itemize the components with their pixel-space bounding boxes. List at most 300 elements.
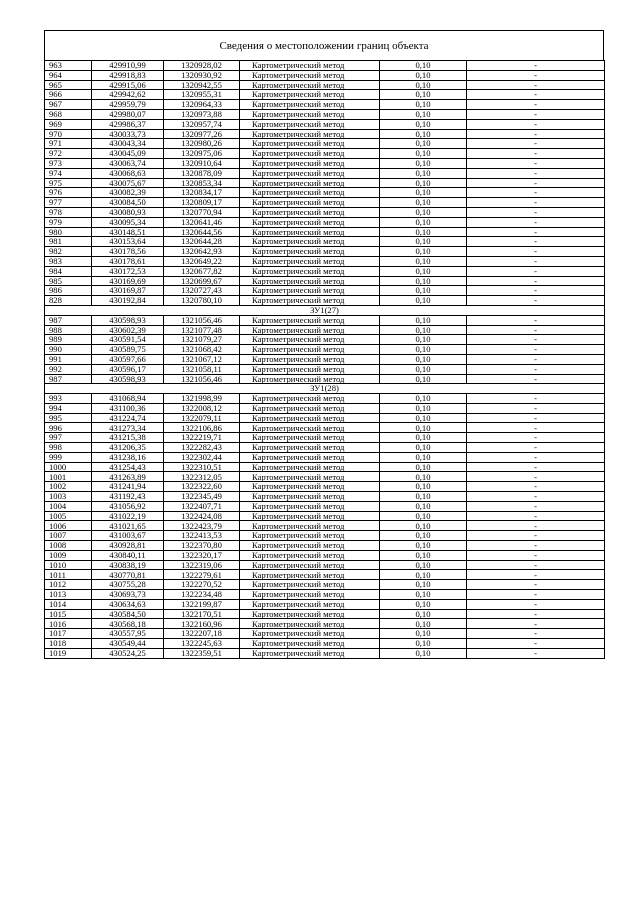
x-coordinate-cell: 431215,38	[92, 433, 164, 443]
point-number-cell: 1008	[45, 541, 92, 551]
description-cell: -	[467, 648, 605, 658]
y-coordinate-cell: 1322199,87	[164, 599, 240, 609]
x-coordinate-cell: 430770,81	[92, 570, 164, 580]
section-header-row	[45, 384, 605, 394]
table-row	[45, 168, 605, 178]
section-label: ЗУ1(27)	[45, 305, 605, 315]
table-row	[45, 433, 605, 443]
method-cell: Картометрический метод	[240, 423, 380, 433]
point-number-cell: 969	[45, 119, 92, 129]
method-cell: Картометрический метод	[240, 452, 380, 462]
description-cell: -	[467, 247, 605, 257]
point-number-cell: 975	[45, 178, 92, 188]
accuracy-cell: 0,10	[380, 335, 467, 345]
accuracy-cell: 0,10	[380, 423, 467, 433]
y-coordinate-cell: 1320809,17	[164, 198, 240, 208]
method-cell: Картометрический метод	[240, 511, 380, 521]
accuracy-cell: 0,10	[380, 629, 467, 639]
method-cell: Картометрический метод	[240, 413, 380, 423]
table-row	[45, 462, 605, 472]
point-number-cell: 987	[45, 374, 92, 384]
x-coordinate-cell: 431022,19	[92, 511, 164, 521]
table-row	[45, 61, 605, 71]
y-coordinate-cell: 1322310,51	[164, 462, 240, 472]
table-row	[45, 619, 605, 629]
x-coordinate-cell: 431192,43	[92, 492, 164, 502]
y-coordinate-cell: 1321068,42	[164, 345, 240, 355]
point-number-cell: 998	[45, 443, 92, 453]
description-cell: -	[467, 188, 605, 198]
accuracy-cell: 0,10	[380, 413, 467, 423]
method-cell: Картометрический метод	[240, 364, 380, 374]
method-cell: Картометрический метод	[240, 129, 380, 139]
description-cell: -	[467, 325, 605, 335]
point-number-cell: 1011	[45, 570, 92, 580]
y-coordinate-cell: 1322079,11	[164, 413, 240, 423]
table-row	[45, 237, 605, 247]
x-coordinate-cell: 430589,75	[92, 345, 164, 355]
accuracy-cell: 0,10	[380, 100, 467, 110]
y-coordinate-cell: 1320642,93	[164, 247, 240, 257]
point-number-cell: 1003	[45, 492, 92, 502]
accuracy-cell: 0,10	[380, 560, 467, 570]
accuracy-cell: 0,10	[380, 648, 467, 658]
table-row	[45, 423, 605, 433]
accuracy-cell: 0,10	[380, 394, 467, 404]
x-coordinate-cell: 430033,73	[92, 129, 164, 139]
description-cell: -	[467, 433, 605, 443]
table-row	[45, 443, 605, 453]
table-row	[45, 188, 605, 198]
x-coordinate-cell: 430597,66	[92, 354, 164, 364]
method-cell: Картометрический метод	[240, 482, 380, 492]
table-row	[45, 266, 605, 276]
y-coordinate-cell: 1322207,18	[164, 629, 240, 639]
table-row	[45, 492, 605, 502]
method-cell: Картометрический метод	[240, 443, 380, 453]
table-row	[45, 521, 605, 531]
point-number-cell: 976	[45, 188, 92, 198]
accuracy-cell: 0,10	[380, 570, 467, 580]
y-coordinate-cell: 1322245,63	[164, 639, 240, 649]
y-coordinate-cell: 1322234,48	[164, 590, 240, 600]
accuracy-cell: 0,10	[380, 599, 467, 609]
y-coordinate-cell: 1322106,86	[164, 423, 240, 433]
description-cell: -	[467, 501, 605, 511]
x-coordinate-cell: 430840,11	[92, 550, 164, 560]
accuracy-cell: 0,10	[380, 70, 467, 80]
x-coordinate-cell: 430568,18	[92, 619, 164, 629]
accuracy-cell: 0,10	[380, 482, 467, 492]
y-coordinate-cell: 1321056,46	[164, 315, 240, 325]
y-coordinate-cell: 1322319,06	[164, 560, 240, 570]
description-cell: -	[467, 70, 605, 80]
table-row	[45, 158, 605, 168]
description-cell: -	[467, 580, 605, 590]
x-coordinate-cell: 430693,73	[92, 590, 164, 600]
y-coordinate-cell: 1320677,82	[164, 266, 240, 276]
y-coordinate-cell: 1322320,17	[164, 550, 240, 560]
point-number-cell: 1001	[45, 472, 92, 482]
x-coordinate-cell: 431021,65	[92, 521, 164, 531]
method-cell: Картометрический метод	[240, 325, 380, 335]
accuracy-cell: 0,10	[380, 619, 467, 629]
point-number-cell: 1006	[45, 521, 92, 531]
accuracy-cell: 0,10	[380, 315, 467, 325]
x-coordinate-cell: 430634,63	[92, 599, 164, 609]
method-cell: Картометрический метод	[240, 531, 380, 541]
method-cell: Картометрический метод	[240, 227, 380, 237]
accuracy-cell: 0,10	[380, 541, 467, 551]
y-coordinate-cell: 1320853,34	[164, 178, 240, 188]
point-number-cell: 978	[45, 207, 92, 217]
y-coordinate-cell: 1320975,06	[164, 149, 240, 159]
point-number-cell: 967	[45, 100, 92, 110]
accuracy-cell: 0,10	[380, 639, 467, 649]
x-coordinate-cell: 430045,09	[92, 149, 164, 159]
accuracy-cell: 0,10	[380, 119, 467, 129]
y-coordinate-cell: 1322302,44	[164, 452, 240, 462]
point-number-cell: 968	[45, 109, 92, 119]
description-cell: -	[467, 443, 605, 453]
table-row	[45, 129, 605, 139]
table-row	[45, 315, 605, 325]
y-coordinate-cell: 1320699,67	[164, 276, 240, 286]
point-number-cell: 1004	[45, 501, 92, 511]
y-coordinate-cell: 1321077,48	[164, 325, 240, 335]
accuracy-cell: 0,10	[380, 90, 467, 100]
y-coordinate-cell: 1320973,88	[164, 109, 240, 119]
point-number-cell: 981	[45, 237, 92, 247]
point-number-cell: 990	[45, 345, 92, 355]
table-body	[45, 61, 605, 659]
accuracy-cell: 0,10	[380, 109, 467, 119]
table-row	[45, 648, 605, 658]
accuracy-cell: 0,10	[380, 296, 467, 306]
description-cell: -	[467, 550, 605, 560]
method-cell: Картометрический метод	[240, 345, 380, 355]
description-cell: -	[467, 80, 605, 90]
x-coordinate-cell: 430172,53	[92, 266, 164, 276]
method-cell: Картометрический метод	[240, 354, 380, 364]
x-coordinate-cell: 431241,94	[92, 482, 164, 492]
point-number-cell: 980	[45, 227, 92, 237]
y-coordinate-cell: 1320649,22	[164, 256, 240, 266]
description-cell: -	[467, 345, 605, 355]
method-cell: Картометрический метод	[240, 590, 380, 600]
x-coordinate-cell: 431100,36	[92, 403, 164, 413]
accuracy-cell: 0,10	[380, 472, 467, 482]
accuracy-cell: 0,10	[380, 276, 467, 286]
method-cell: Картометрический метод	[240, 501, 380, 511]
description-cell: -	[467, 198, 605, 208]
y-coordinate-cell: 1322219,71	[164, 433, 240, 443]
point-number-cell: 1014	[45, 599, 92, 609]
point-number-cell: 973	[45, 158, 92, 168]
description-cell: -	[467, 511, 605, 521]
description-cell: -	[467, 531, 605, 541]
point-number-cell: 963	[45, 61, 92, 71]
x-coordinate-cell: 430524,25	[92, 648, 164, 658]
point-number-cell: 983	[45, 256, 92, 266]
document-sheet	[44, 30, 604, 659]
method-cell: Картометрический метод	[240, 158, 380, 168]
accuracy-cell: 0,10	[380, 374, 467, 384]
x-coordinate-cell: 430584,50	[92, 609, 164, 619]
description-cell: -	[467, 570, 605, 580]
accuracy-cell: 0,10	[380, 256, 467, 266]
x-coordinate-cell: 431238,16	[92, 452, 164, 462]
table-row	[45, 452, 605, 462]
y-coordinate-cell: 1322270,52	[164, 580, 240, 590]
table-row	[45, 345, 605, 355]
method-cell: Картометрический метод	[240, 237, 380, 247]
method-cell: Картометрический метод	[240, 90, 380, 100]
y-coordinate-cell: 1322312,05	[164, 472, 240, 482]
point-number-cell: 999	[45, 452, 92, 462]
x-coordinate-cell: 429959,79	[92, 100, 164, 110]
x-coordinate-cell: 430169,87	[92, 286, 164, 296]
y-coordinate-cell: 1320834,17	[164, 188, 240, 198]
accuracy-cell: 0,10	[380, 178, 467, 188]
x-coordinate-cell: 431068,94	[92, 394, 164, 404]
accuracy-cell: 0,10	[380, 188, 467, 198]
table-row	[45, 354, 605, 364]
method-cell: Картометрический метод	[240, 599, 380, 609]
y-coordinate-cell: 1322359,51	[164, 648, 240, 658]
x-coordinate-cell: 429918,83	[92, 70, 164, 80]
x-coordinate-cell: 431206,35	[92, 443, 164, 453]
accuracy-cell: 0,10	[380, 61, 467, 71]
y-coordinate-cell: 1320930,92	[164, 70, 240, 80]
y-coordinate-cell: 1322322,60	[164, 482, 240, 492]
description-cell: -	[467, 394, 605, 404]
method-cell: Картометрический метод	[240, 119, 380, 129]
point-number-cell: 1009	[45, 550, 92, 560]
description-cell: -	[467, 61, 605, 71]
point-number-cell: 988	[45, 325, 92, 335]
method-cell: Картометрический метод	[240, 639, 380, 649]
accuracy-cell: 0,10	[380, 217, 467, 227]
point-number-cell: 989	[45, 335, 92, 345]
y-coordinate-cell: 1320780,10	[164, 296, 240, 306]
accuracy-cell: 0,10	[380, 501, 467, 511]
description-cell: -	[467, 158, 605, 168]
point-number-cell: 1016	[45, 619, 92, 629]
method-cell: Картометрический метод	[240, 168, 380, 178]
y-coordinate-cell: 1320641,46	[164, 217, 240, 227]
y-coordinate-cell: 1320942,55	[164, 80, 240, 90]
accuracy-cell: 0,10	[380, 237, 467, 247]
x-coordinate-cell: 430095,34	[92, 217, 164, 227]
y-coordinate-cell: 1320727,43	[164, 286, 240, 296]
description-cell: -	[467, 286, 605, 296]
table-row	[45, 276, 605, 286]
point-number-cell: 995	[45, 413, 92, 423]
table-row	[45, 296, 605, 306]
description-cell: -	[467, 149, 605, 159]
y-coordinate-cell: 1321998,99	[164, 394, 240, 404]
method-cell: Картометрический метод	[240, 629, 380, 639]
point-number-cell: 971	[45, 139, 92, 149]
y-coordinate-cell: 1322282,43	[164, 443, 240, 453]
accuracy-cell: 0,10	[380, 158, 467, 168]
y-coordinate-cell: 1322160,96	[164, 619, 240, 629]
method-cell: Картометрический метод	[240, 276, 380, 286]
y-coordinate-cell: 1320644,56	[164, 227, 240, 237]
method-cell: Картометрический метод	[240, 207, 380, 217]
point-number-cell: 1018	[45, 639, 92, 649]
accuracy-cell: 0,10	[380, 511, 467, 521]
x-coordinate-cell: 430596,17	[92, 364, 164, 374]
accuracy-cell: 0,10	[380, 207, 467, 217]
point-number-cell: 966	[45, 90, 92, 100]
point-number-cell: 965	[45, 80, 92, 90]
y-coordinate-cell: 1320928,02	[164, 61, 240, 71]
method-cell: Картометрический метод	[240, 100, 380, 110]
method-cell: Картометрический метод	[240, 550, 380, 560]
description-cell: -	[467, 599, 605, 609]
point-number-cell: 1007	[45, 531, 92, 541]
table-row	[45, 511, 605, 521]
table-row	[45, 90, 605, 100]
method-cell: Картометрический метод	[240, 315, 380, 325]
description-cell: -	[467, 619, 605, 629]
description-cell: -	[467, 472, 605, 482]
x-coordinate-cell: 431273,34	[92, 423, 164, 433]
x-coordinate-cell: 430928,81	[92, 541, 164, 551]
table-row	[45, 609, 605, 619]
point-number-cell: 992	[45, 364, 92, 374]
accuracy-cell: 0,10	[380, 590, 467, 600]
x-coordinate-cell: 430043,34	[92, 139, 164, 149]
description-cell: -	[467, 109, 605, 119]
method-cell: Картометрический метод	[240, 296, 380, 306]
accuracy-cell: 0,10	[380, 139, 467, 149]
x-coordinate-cell: 430549,44	[92, 639, 164, 649]
point-number-cell: 982	[45, 247, 92, 257]
y-coordinate-cell: 1322413,53	[164, 531, 240, 541]
table-row	[45, 364, 605, 374]
description-cell: -	[467, 403, 605, 413]
y-coordinate-cell: 1320910,64	[164, 158, 240, 168]
table-row	[45, 550, 605, 560]
method-cell: Картометрический метод	[240, 521, 380, 531]
table-row	[45, 501, 605, 511]
accuracy-cell: 0,10	[380, 403, 467, 413]
description-cell: -	[467, 139, 605, 149]
point-number-cell: 987	[45, 315, 92, 325]
description-cell: -	[467, 276, 605, 286]
x-coordinate-cell: 430178,61	[92, 256, 164, 266]
y-coordinate-cell: 1322345,49	[164, 492, 240, 502]
y-coordinate-cell: 1320964,33	[164, 100, 240, 110]
table-row	[45, 374, 605, 384]
accuracy-cell: 0,10	[380, 354, 467, 364]
x-coordinate-cell: 431224,74	[92, 413, 164, 423]
description-cell: -	[467, 413, 605, 423]
y-coordinate-cell: 1320957,74	[164, 119, 240, 129]
point-number-cell: 1010	[45, 560, 92, 570]
table-row	[45, 198, 605, 208]
method-cell: Картометрический метод	[240, 492, 380, 502]
accuracy-cell: 0,10	[380, 247, 467, 257]
table-title-text: Сведения о местоположении границ объекта	[219, 39, 429, 52]
table-row	[45, 335, 605, 345]
y-coordinate-cell: 1322008,12	[164, 403, 240, 413]
method-cell: Картометрический метод	[240, 472, 380, 482]
method-cell: Картометрический метод	[240, 149, 380, 159]
table-row	[45, 247, 605, 257]
method-cell: Картометрический метод	[240, 256, 380, 266]
point-number-cell: 991	[45, 354, 92, 364]
x-coordinate-cell: 430063,74	[92, 158, 164, 168]
method-cell: Картометрический метод	[240, 335, 380, 345]
point-number-cell: 964	[45, 70, 92, 80]
table-row	[45, 217, 605, 227]
x-coordinate-cell: 430153,64	[92, 237, 164, 247]
description-cell: -	[467, 119, 605, 129]
description-cell: -	[467, 256, 605, 266]
x-coordinate-cell: 430598,93	[92, 374, 164, 384]
accuracy-cell: 0,10	[380, 550, 467, 560]
method-cell: Картометрический метод	[240, 403, 380, 413]
x-coordinate-cell: 430075,67	[92, 178, 164, 188]
method-cell: Картометрический метод	[240, 198, 380, 208]
x-coordinate-cell: 430178,56	[92, 247, 164, 257]
method-cell: Картометрический метод	[240, 247, 380, 257]
description-cell: -	[467, 560, 605, 570]
method-cell: Картометрический метод	[240, 648, 380, 658]
y-coordinate-cell: 1321058,11	[164, 364, 240, 374]
method-cell: Картометрический метод	[240, 178, 380, 188]
x-coordinate-cell: 430080,93	[92, 207, 164, 217]
accuracy-cell: 0,10	[380, 129, 467, 139]
table-row	[45, 639, 605, 649]
accuracy-cell: 0,10	[380, 149, 467, 159]
description-cell: -	[467, 296, 605, 306]
method-cell: Картометрический метод	[240, 139, 380, 149]
description-cell: -	[467, 364, 605, 374]
accuracy-cell: 0,10	[380, 580, 467, 590]
description-cell: -	[467, 207, 605, 217]
table-row	[45, 394, 605, 404]
x-coordinate-cell: 430838,19	[92, 560, 164, 570]
table-row	[45, 570, 605, 580]
accuracy-cell: 0,10	[380, 227, 467, 237]
point-number-cell: 994	[45, 403, 92, 413]
method-cell: Картометрический метод	[240, 619, 380, 629]
table-row	[45, 590, 605, 600]
method-cell: Картометрический метод	[240, 374, 380, 384]
x-coordinate-cell: 430591,54	[92, 335, 164, 345]
description-cell: -	[467, 462, 605, 472]
y-coordinate-cell: 1320955,31	[164, 90, 240, 100]
x-coordinate-cell: 431003,67	[92, 531, 164, 541]
description-cell: -	[467, 178, 605, 188]
description-cell: -	[467, 217, 605, 227]
point-number-cell: 1012	[45, 580, 92, 590]
accuracy-cell: 0,10	[380, 462, 467, 472]
table-row	[45, 482, 605, 492]
x-coordinate-cell: 431056,92	[92, 501, 164, 511]
accuracy-cell: 0,10	[380, 452, 467, 462]
accuracy-cell: 0,10	[380, 198, 467, 208]
method-cell: Картометрический метод	[240, 394, 380, 404]
table-row	[45, 286, 605, 296]
accuracy-cell: 0,10	[380, 345, 467, 355]
point-number-cell: 979	[45, 217, 92, 227]
